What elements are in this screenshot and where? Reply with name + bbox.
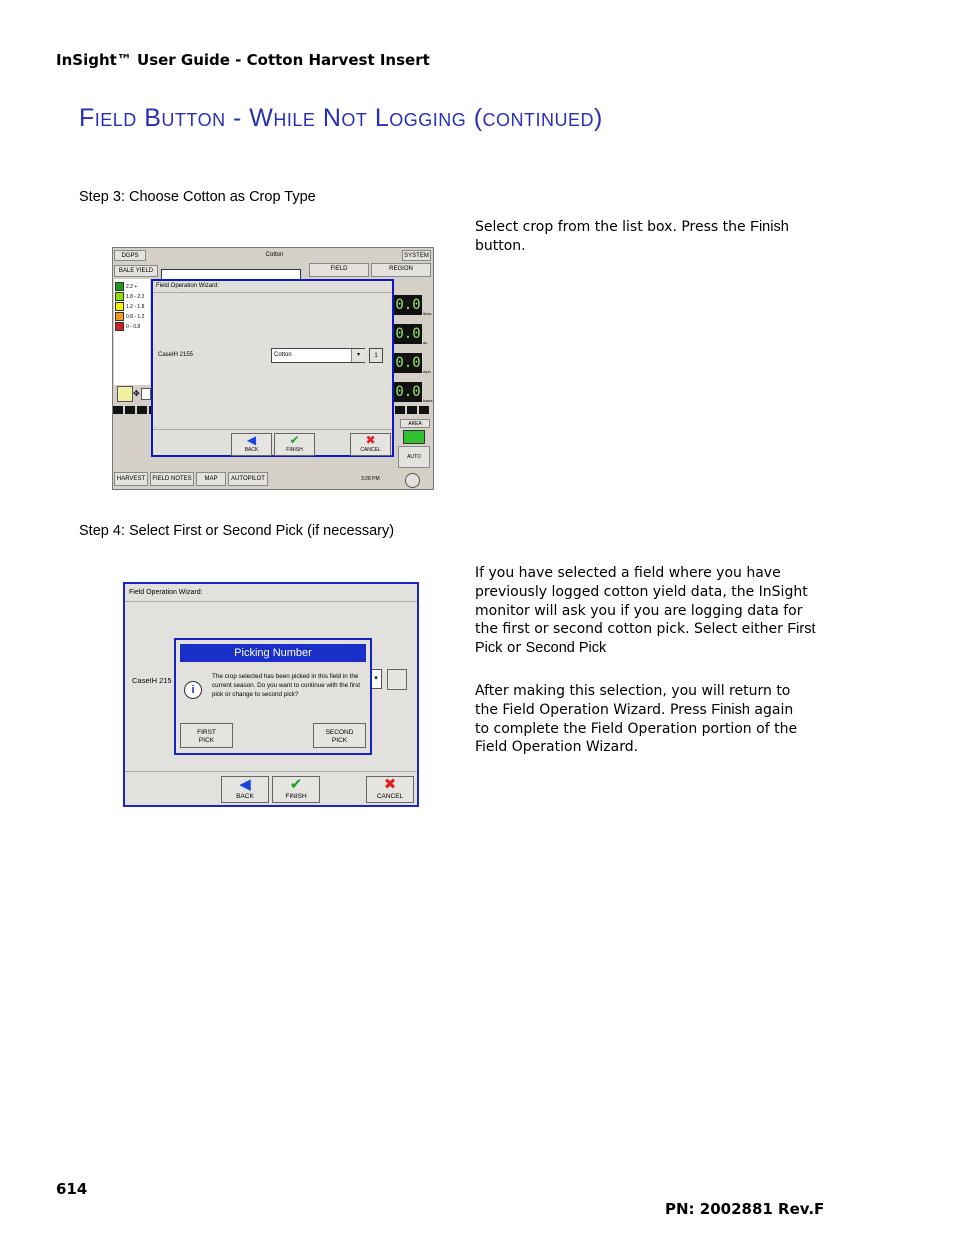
clock: 3:28 PM xyxy=(361,476,380,482)
tab-harvest[interactable]: HARVEST xyxy=(114,472,148,486)
finish-button[interactable]: ✔ FINISH xyxy=(272,776,320,803)
speed-readout: 0.0 xyxy=(395,355,421,371)
step4-paragraph-2: After making this selection, you will return to the Field Operation Wizard. Press Finish again to complete the Field Operation portion of the Field Operation Wizard. xyxy=(475,683,798,756)
picking-number-title: Picking Number xyxy=(180,644,366,662)
crop-select[interactable]: Cotton ▾ xyxy=(271,348,365,363)
check-icon: ✔ xyxy=(289,433,300,447)
step3-paragraph: Select crop from the list box. Press the Finish button. xyxy=(475,219,789,254)
dialog-title: Field Operation Wizard: xyxy=(129,589,203,596)
legend-item: 2.2 + xyxy=(115,282,147,292)
info-icon: i xyxy=(184,681,202,699)
arrow-left-icon: ◀ xyxy=(246,433,257,447)
legend-item: 0 - 0.8 xyxy=(115,322,147,332)
pick-spinner[interactable]: 1 xyxy=(369,348,383,363)
auto-button[interactable]: AUTO xyxy=(398,446,430,468)
tab-autopilot[interactable]: AUTOPILOT xyxy=(228,472,268,486)
yield-unit: lb/ac xyxy=(423,311,432,316)
check-icon: ✔ xyxy=(289,776,303,793)
legend-swatch xyxy=(115,282,124,291)
divider xyxy=(153,429,392,430)
area-indicator xyxy=(403,430,425,444)
first-pick-button[interactable]: FIRST PICK xyxy=(180,723,233,748)
gps-icon[interactable] xyxy=(405,473,420,488)
screenshot-picking-number xyxy=(123,582,419,807)
machine-label: CaseIH 215 xyxy=(132,676,172,685)
second-pick-button[interactable]: SECOND PICK xyxy=(313,723,366,748)
close-icon: ✖ xyxy=(383,776,397,793)
cancel-button[interactable]: ✖ CANCEL xyxy=(350,433,391,456)
page-title: Field Button - While Not Logging (continued) xyxy=(79,104,603,132)
cancel-button[interactable]: ✖ CANCEL xyxy=(366,776,414,803)
step3-heading: Step 3: Choose Cotton as Crop Type xyxy=(79,189,316,205)
step4-heading: Step 4: Select First or Second Pick (if necessary) xyxy=(79,523,395,539)
tab-system[interactable]: SYSTEM xyxy=(402,250,431,261)
bales-readout: 0.0 xyxy=(395,384,421,400)
divider xyxy=(153,292,392,293)
part-number: PN: 2002881 Rev.F xyxy=(665,1200,825,1218)
tab-field-notes[interactable]: FIELD NOTES xyxy=(150,472,194,486)
legend-item: 1.2 - 1.8 xyxy=(115,302,147,312)
divider xyxy=(125,771,417,772)
page-header: InSight™ User Guide - Cotton Harvest Insert xyxy=(56,51,430,69)
bales-unit: bales xyxy=(423,398,433,403)
legend-swatch xyxy=(115,292,124,301)
screenshot-crop-type xyxy=(112,247,434,490)
back-button[interactable]: ◀ BACK xyxy=(221,776,269,803)
picking-number-dialog xyxy=(174,638,372,755)
close-icon: ✖ xyxy=(365,433,376,447)
top-crop-title: Cotton xyxy=(149,250,400,261)
section-bar xyxy=(113,406,151,414)
legend-item: 1.8 - 2.2 xyxy=(115,292,147,302)
yield-readout: 0.0 xyxy=(395,297,421,313)
tab-field[interactable]: FIELD xyxy=(309,263,369,277)
machine-label: CaseIH 2155 xyxy=(158,352,194,358)
area-readout: 0.0 xyxy=(395,326,421,342)
area-unit: ac xyxy=(423,340,428,345)
finish-button[interactable]: ✔ FINISH xyxy=(274,433,315,456)
legend-swatch xyxy=(115,302,124,311)
speed-unit: mph xyxy=(423,369,431,374)
bale-yield-button[interactable]: BALE YIELD xyxy=(114,265,158,277)
section-bar-right xyxy=(395,406,431,414)
pan-icon[interactable]: ✥ xyxy=(133,389,140,398)
tab-region[interactable]: REGION xyxy=(371,263,431,277)
zoom-icon[interactable] xyxy=(117,386,133,402)
picking-message: The crop selected has been picked in this field in the current season. Do you want to continue with the first pick or change to second pick? xyxy=(212,673,361,698)
tab-dgps[interactable]: DGPS xyxy=(114,250,146,261)
page-number: 614 xyxy=(56,1180,88,1198)
tab-map[interactable]: MAP xyxy=(196,472,226,486)
back-button[interactable]: ◀ BACK xyxy=(231,433,272,456)
legend-swatch xyxy=(115,322,124,331)
legend-item: 0.8 - 1.2 xyxy=(115,312,147,322)
layer-icon[interactable] xyxy=(141,388,151,400)
chevron-down-icon[interactable]: ▾ xyxy=(370,669,382,689)
area-button[interactable]: AREA xyxy=(400,419,430,428)
arrow-left-icon: ◀ xyxy=(239,776,251,793)
chevron-down-icon[interactable]: ▾ xyxy=(351,349,365,362)
dialog-title: Field Operation Wizard: xyxy=(156,283,220,289)
pick-spinner[interactable] xyxy=(387,669,407,690)
divider xyxy=(125,601,417,602)
step4-paragraph-1: If you have selected a field where you have previously logged cotton yield data, the InSight monitor will ask you if you are logging data for the first or second cotton pick. Select either First Pick or Second Pick xyxy=(475,565,816,657)
legend-swatch xyxy=(115,312,124,321)
field-operation-wizard-dialog xyxy=(151,279,394,457)
